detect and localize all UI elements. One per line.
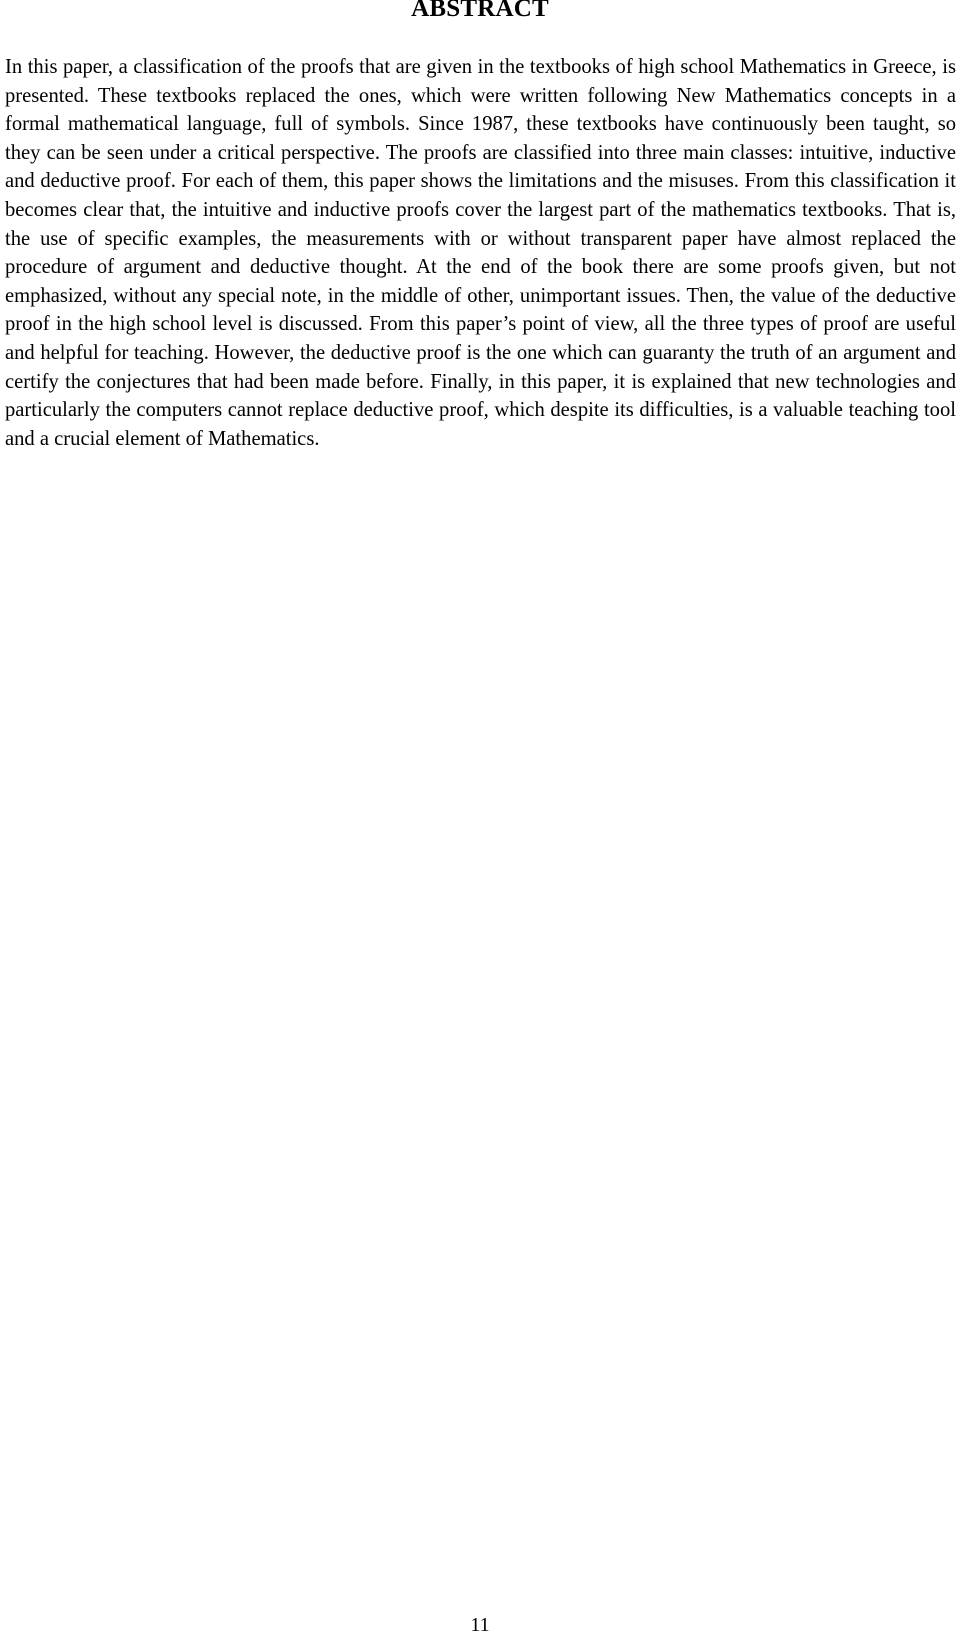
page-number: 11 [470, 1614, 490, 1636]
abstract-heading: ABSTRACT [411, 0, 549, 22]
abstract-paragraph: In this paper, a classification of the proofs that are given in the textbooks of high school Mathematics in Greece, is presented. These textbooks replaced the ones, which were written following New Mathematics concepts in a formal mathematical language, full of symbols. Since 1987, these textbooks have continuously been taught, so they can be seen under a critical perspective. The proofs are classified into three main classes: intuitive, inductive and deductive proof. For each of them, this paper shows the limitations and the misuses. From this classification it becomes clear that, the intuitive and inductive proofs cover the largest part of the mathematics textbooks. That is, the use of specific examples, the measurements with or without transparent paper have almost replaced the procedure of argument and deductive thought. At the end of the book there are some proofs given, but not emphasized, without any special note, in the middle of other, unimportant issues. Then, the value of the deductive proof in the high school level is discussed. From this paper’s point of view, all the three types of proof are useful and helpful for teaching. However, the deductive proof is the one which can guaranty the truth of an argument and certify the conjectures that had been made before. Finally, in this paper, it is explained that new technologies and particularly the computers cannot replace deductive proof, which despite its difficulties, is a valuable teaching tool and a crucial element of Mathematics. [5, 56, 956, 450]
